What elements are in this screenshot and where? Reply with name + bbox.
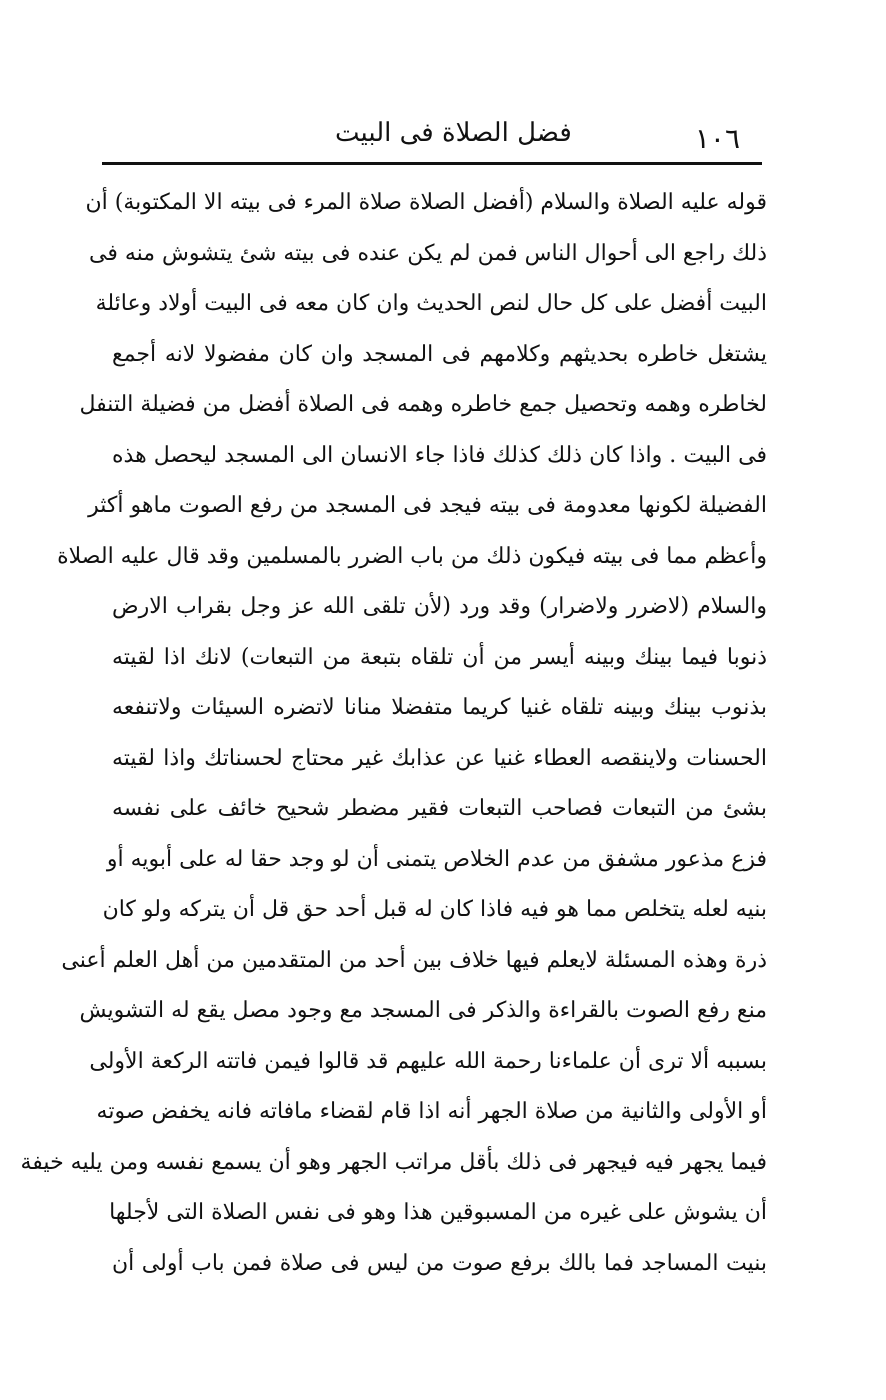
running-title: فضل الصلاة فى البيت bbox=[335, 118, 572, 148]
header-rule bbox=[102, 162, 762, 165]
text-line: البيت أفضل على كل حال لنص الحديث وان كان معه فى البيت أولاد وعائلة bbox=[95, 291, 767, 316]
body-text bbox=[20, 178, 767, 1289]
text-line: بسببه ألا ترى أن علماءنا رحمة الله عليهم قد قالوا فيمن فاتته الركعة الأولى bbox=[89, 1048, 767, 1074]
text-line: أن يشوش على غيره من المسبوقين هذا وهو فى نفس الصلاة التى لأجلها bbox=[109, 1200, 767, 1225]
text-line: فيما يجهر فيه فيجهر فى ذلك بأقل مراتب الجهر وهو أن يسمع نفسه ومن يليه خيفة bbox=[20, 1149, 767, 1175]
text-line: ذرة وهذه المسئلة لايعلم فيها خلاف بين أحد من المتقدمين من أهل العلم أعنى bbox=[61, 947, 767, 973]
text-line: ذنوبا فيما بينك وبينه أيسر من أن تلقاه بتبعة من التبعات) لانك اذا لقيته bbox=[112, 644, 767, 670]
text-line: الفضيلة لكونها معدومة فى بيته فيجد فى المسجد من رفع الصوت ماهو أكثر bbox=[88, 493, 767, 518]
text-line: أو الأولى والثانية من صلاة الجهر أنه اذا قام لقضاء مافاته فانه يخفض صوته bbox=[96, 1099, 767, 1124]
text-line: فى البيت . واذا كان ذلك كذلك فاذا جاء الانسان الى المسجد ليحصل هذه bbox=[112, 442, 767, 468]
text-line: قوله عليه الصلاة والسلام (أفضل الصلاة صلاة المرء فى بيته الا المكتوبة) أن bbox=[85, 190, 767, 215]
text-line: بشئ من التبعات فصاحب التبعات فقير مضطر شحيح خائف على نفسه bbox=[112, 796, 767, 821]
text-line: بنيه لعله يتخلص مما هو فيه فاذا كان له قبل أحد حق قل أن يتركه ولو كان bbox=[102, 897, 767, 922]
text-line: يشتغل خاطره بحديثهم وكلامهم فى المسجد وان كان مفضولا لانه أجمع bbox=[112, 341, 767, 367]
text-line: ذلك راجع الى أحوال الناس فمن لم يكن عنده فى بيته شئ يتشوش منه فى bbox=[88, 240, 767, 266]
text-line: بنيت المساجد فما بالك برفع صوت من ليس فى صلاة فمن باب أولى أن bbox=[112, 1250, 767, 1276]
text-line: فزع مذعور مشفق من عدم الخلاص يتمنى أن لو وجد حقا له على أبويه أو bbox=[106, 846, 767, 872]
text-line: والسلام (لاضرر ولاضرار) وقد ورد (لأن تلقى الله عز وجل بقراب الارض bbox=[112, 594, 767, 619]
running-head bbox=[100, 118, 750, 162]
page-number: ١٠٦ bbox=[694, 122, 740, 155]
text-line: لخاطره وهمه وتحصيل جمع خاطره وهمه فى الصلاة أفضل من فضيلة التنفل bbox=[79, 392, 767, 417]
text-line: الحسنات ولاينقصه العطاء غنيا عن عذابك غير محتاج لحسناتك واذا لقيته bbox=[112, 745, 767, 771]
text-line: بذنوب بينك وبينه تلقاه غنيا كريما متفضلا منانا لاتضره السيئات ولاتنفعه bbox=[112, 695, 767, 720]
text-line: منع رفع الصوت بالقراءة والذكر فى المسجد مع وجود مصل يقع له التشويش bbox=[79, 998, 767, 1023]
text-line: وأعظم مما فى بيته فيكون ذلك من باب الضرر بالمسلمين وقد قال عليه الصلاة bbox=[57, 543, 767, 569]
